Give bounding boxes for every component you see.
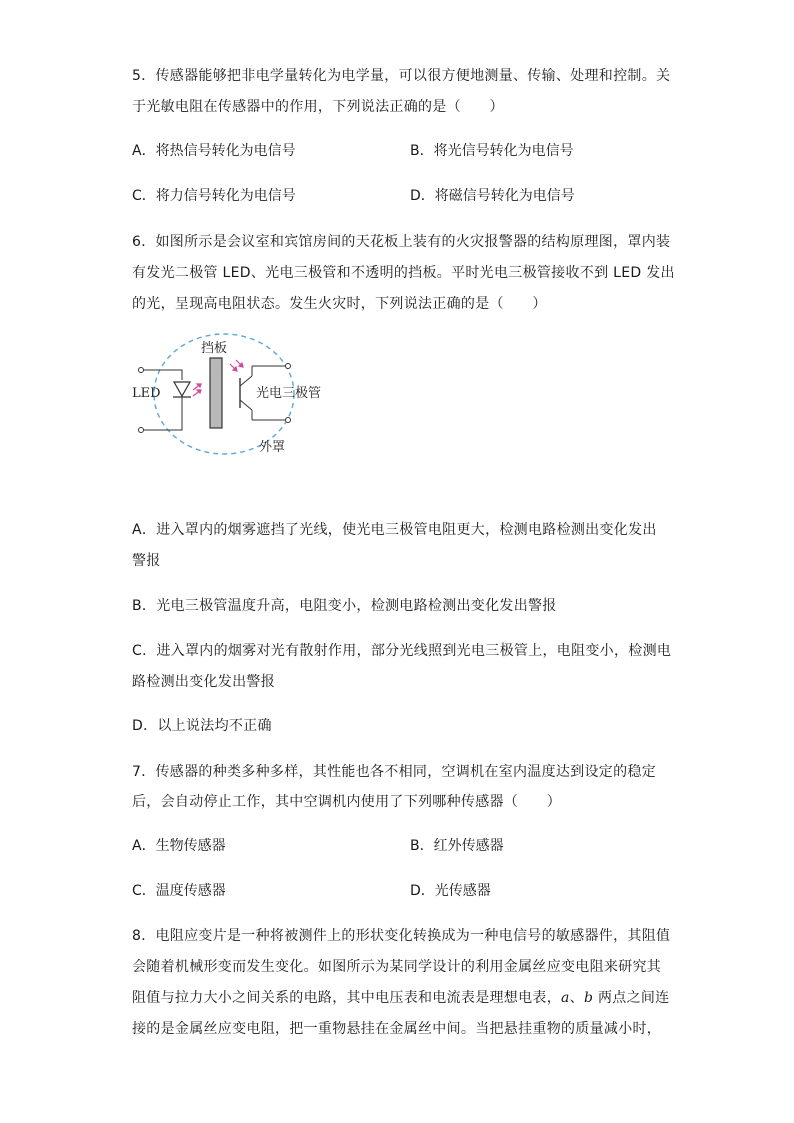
baffle-plate — [210, 358, 222, 428]
q5-option-c: C．将力信号转化为电信号 — [132, 188, 296, 204]
q8-stem-line1: 8．电阻应变片是一种将被测件上的形状变化转换成为一种电信号的敏感器件，其阻值 — [132, 928, 671, 944]
q5-option-b: B．将光信号转化为电信号 — [410, 143, 574, 159]
led-wire-bottom — [143, 402, 182, 430]
q7-stem-line2: 后，会自动停止工作，其中空调机内使用了下列哪种传感器（ ） — [132, 794, 561, 810]
q6-stem-line1: 6．如图所示是会议室和宾馆房间的天花板上装有的火灾报警器的结构原理图，罩内装 — [132, 234, 671, 250]
q8-stem-line4: 接的是金属丝应变电阻，把一重物悬挂在金属丝中间。当把悬挂重物的质量减小时， — [132, 1021, 662, 1037]
point-a-variable: a — [561, 990, 570, 1006]
q6-option-a-line1: A．进入罩内的烟雾遮挡了光线，使光电三极管电阻更大，检测电路检测出变化发出 — [132, 522, 657, 538]
q5-option-d: D．将磁信号转化为电信号 — [410, 188, 575, 204]
q8-stem-line2: 会随着机械形变而发生变化。如图所示为某同学设计的利用金属丝应变电阻来研究其 — [132, 959, 662, 975]
q8-stem-line3-pre: 阻值与拉力大小之间关系的电路，其中电压表和电流表是理想电表， — [132, 990, 561, 1006]
led-wire-top — [143, 370, 182, 380]
q5-option-a: A．将热信号转化为电信号 — [132, 143, 296, 159]
q5-stem-line2: 于光敏电阻在传感器中的作用，下列说法正确的是（ ） — [132, 99, 504, 115]
q6-option-c-line2: 路检测出变化发出警报 — [132, 674, 275, 690]
incoming-light-arrows-icon — [230, 360, 243, 371]
phototransistor-label: 光电三极管 — [256, 386, 322, 401]
q7-option-a: A．生物传感器 — [132, 838, 226, 854]
led-emission-arrows-icon — [193, 384, 201, 396]
q7-option-b: B．红外传感器 — [410, 838, 504, 854]
led-terminal-top — [139, 368, 144, 373]
q6-option-b: B．光电三极管温度升高，电阻变小，检测电路检测出变化发出警报 — [132, 598, 557, 614]
q5-stem-line1: 5．传感器能够把非电学量转化为电学量，可以很方便地测量、传输、处理和控制。关 — [132, 68, 671, 84]
q7-option-d: D．光传感器 — [410, 883, 491, 899]
q7-option-c: C．温度传感器 — [132, 883, 226, 899]
q8-stem-line3 — [132, 988, 669, 1008]
smoke-detector-diagram — [126, 330, 336, 460]
q6-option-d: D．以上说法均不正确 — [132, 718, 272, 734]
point-b-variable: b — [583, 990, 594, 1006]
led-diode-icon — [174, 382, 190, 396]
phototransistor-terminal-bottom — [286, 418, 291, 423]
q6-option-c-line1: C．进入罩内的烟雾对光有散射作用，部分光线照到光电三极管上，电阻变小，检测电 — [132, 643, 672, 659]
led-terminal-bottom — [139, 428, 144, 433]
q8-stem-line3-post: 两点之间连 — [593, 990, 670, 1006]
q6-stem-line2: 有发光二极管 LED、光电三极管和不透明的挡板。平时光电三极管接收不到 LED 发出 — [132, 265, 675, 281]
q6-option-a-line2: 警报 — [132, 553, 161, 569]
cover-label: 外罩 — [259, 440, 286, 455]
baffle-label: 挡板 — [201, 341, 228, 356]
led-label: LED — [132, 386, 161, 401]
q7-stem-line1: 7．传感器的种类多种多样，其性能也各不相同，空调机在室内温度达到设定的稳定 — [132, 764, 657, 780]
q6-stem-line3: 的光，呈现高电阻状态。发生火灾时，下列说法正确的是（ ） — [132, 296, 547, 312]
phototransistor-terminal-top — [286, 364, 291, 369]
q8-separator: 、 — [569, 990, 584, 1006]
